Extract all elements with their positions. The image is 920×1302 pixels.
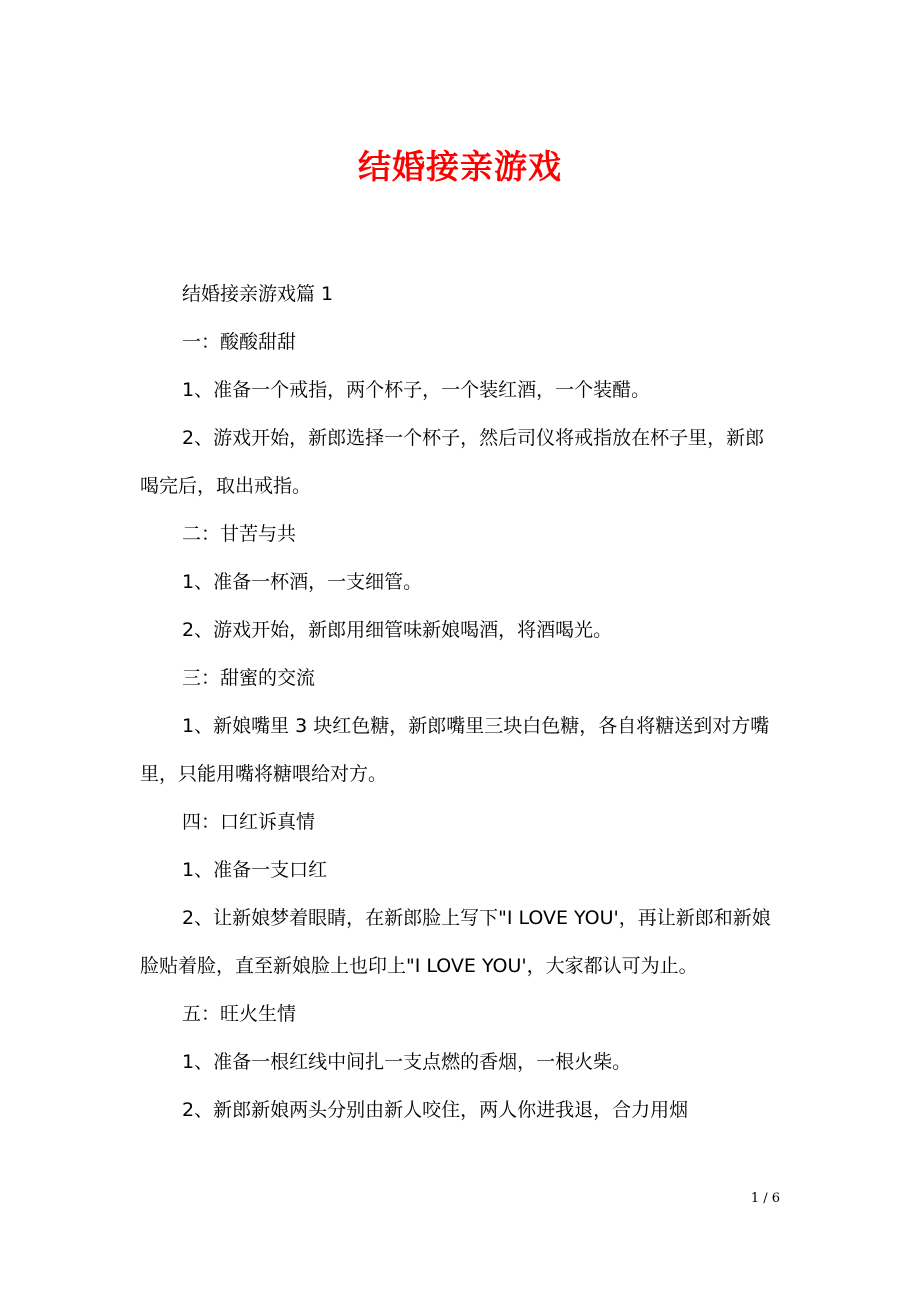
game-heading: 五：旺火生情 <box>182 1003 297 1025</box>
step-paragraph: 2、让新娘梦着眼睛，在新郎脸上写下"I LOVE YOU'，再让新郎和新娘脸贴着脸，直至新娘脸上也印上"I LOVE YOU'，大家都认可为止。 <box>140 907 771 977</box>
step-paragraph: 1、准备一根红线中间扎一支点燃的香烟，一根火柴。 <box>182 1051 632 1073</box>
game-heading: 二：甘苦与共 <box>182 523 297 545</box>
document-title: 结婚接亲游戏 <box>358 147 562 186</box>
section-heading: 结婚接亲游戏篇 1 <box>182 283 334 305</box>
document-body <box>140 282 782 1146</box>
game-heading: 一：酸酸甜甜 <box>182 331 297 353</box>
step-paragraph: 1、准备一支口红 <box>182 859 328 881</box>
step-paragraph: 1、准备一个戒指，两个杯子，一个装红酒，一个装醋。 <box>182 379 651 401</box>
page-number: 1 / 6 <box>750 1191 780 1206</box>
game-heading: 三：甜蜜的交流 <box>182 667 316 689</box>
step-paragraph: 2、新郎新娘两头分别由新人咬住，两人你进我退，合力用烟 <box>182 1099 689 1121</box>
step-paragraph: 1、准备一杯酒，一支细管。 <box>182 571 423 593</box>
game-heading: 四：口红诉真情 <box>182 811 316 833</box>
step-paragraph: 2、游戏开始，新郎选择一个杯子，然后司仪将戒指放在杯子里，新郎喝完后，取出戒指。 <box>140 427 765 497</box>
step-paragraph: 2、游戏开始，新郎用细管味新娘喝酒，将酒喝光。 <box>182 619 613 641</box>
step-paragraph: 1、新娘嘴里 3 块红色糖，新郎嘴里三块白色糖，各自将糖送到对方嘴里，只能用嘴将糖喂给对方。 <box>140 715 770 785</box>
